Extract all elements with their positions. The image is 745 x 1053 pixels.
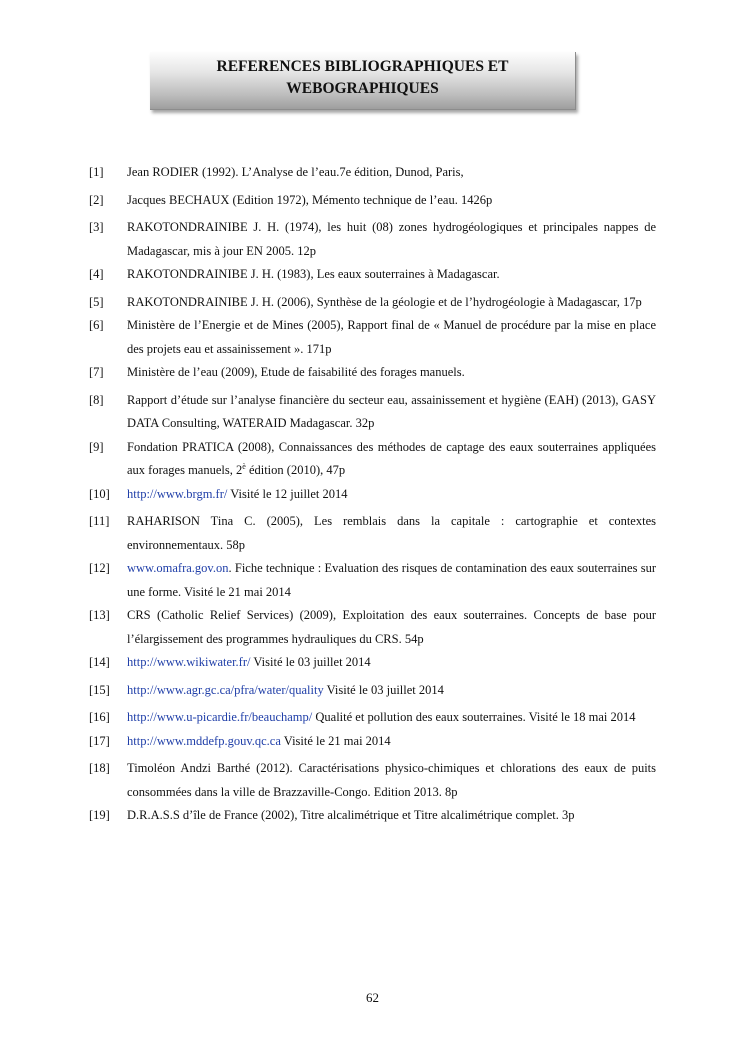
reference-text [127, 557, 656, 604]
reference-item-14 [89, 651, 656, 675]
reference-number: [12] [89, 561, 110, 575]
page-number: 62 [366, 990, 379, 1005]
reference-number: [11] [89, 514, 110, 528]
section-title-box [150, 52, 576, 110]
reference-text: RAKOTONDRAINIBE J. H. (1983), Les eaux souterraines à Madagascar. [127, 267, 500, 281]
reference-item-2 [89, 189, 656, 213]
reference-number: [16] [89, 710, 110, 724]
reference-text [127, 679, 656, 703]
reference-link-note: Visité le 03 juillet 2014 [323, 682, 444, 697]
reference-link-note: Visité le 21 mai 2014 [280, 733, 391, 748]
reference-item-9 [89, 436, 656, 483]
reference-item-18 [89, 757, 656, 804]
reference-text: CRS (Catholic Relief Services) (2009), Exploitation des eaux souterraines. Concepts de base pour l’élargissement des programmes hydrauliques du CRS. 54p [127, 608, 656, 646]
reference-link[interactable]: http://www.wikiwater.fr/ [127, 655, 251, 669]
reference-text: Timoléon Andzi Barthé (2012). Caractérisations physico-chimiques et chlorations des eaux de puits consommées dans la ville de Brazzaville-Congo. Edition 2013. 8p [127, 761, 656, 799]
section-title-line-2: WEBOGRAPHIQUES [286, 80, 439, 97]
reference-link-note: . Fiche technique : Evaluation des risques de contamination des eaux souterraines sur une forme. Visité le 21 mai 2014 [127, 561, 656, 599]
reference-item-17 [89, 730, 656, 754]
reference-text: Jacques BECHAUX (Edition 1972), Mémento technique de l’eau. 1426p [127, 192, 493, 207]
reference-list [89, 161, 656, 832]
reference-text-part-a: Fondation PRATICA (2008), Connaissances des méthodes de captage des eaux souterraines appliquées aux forages manuels, 2 [127, 439, 656, 477]
reference-number: [10] [89, 486, 110, 501]
reference-item-12 [89, 557, 656, 604]
reference-number: [1] [89, 165, 104, 179]
reference-text: Ministère de l’Energie et de Mines (2005), Rapport final de « Manuel de procédure par la mise en place des projets eau et assainissement ». 171p [127, 318, 656, 356]
reference-text: Ministère de l’eau (2009), Etude de faisabilité des forages manuels. [127, 365, 465, 379]
reference-item-19 [89, 804, 656, 828]
reference-item-4 [89, 263, 656, 287]
reference-item-10 [89, 483, 656, 507]
reference-item-1 [89, 161, 656, 185]
reference-link-note: Visité le 03 juillet 2014 [250, 655, 371, 669]
reference-text [127, 706, 656, 730]
reference-number: [3] [89, 220, 104, 234]
reference-link[interactable]: http://www.agr.gc.ca/pfra/water/quality [127, 682, 324, 697]
reference-text [127, 483, 656, 507]
reference-number: [4] [89, 267, 104, 281]
reference-link[interactable]: www.omafra.gov.on [127, 561, 229, 575]
reference-text-part-b: édition (2010), 47p [245, 463, 346, 477]
reference-number: [9] [89, 439, 104, 454]
reference-item-6 [89, 314, 656, 361]
reference-text: Jean RODIER (1992). L’Analyse de l’eau.7e édition, Dunod, Paris, [127, 165, 464, 179]
reference-item-7 [89, 361, 656, 385]
reference-item-8 [89, 389, 656, 436]
reference-number: [17] [89, 733, 110, 748]
reference-item-15 [89, 679, 656, 703]
reference-number: [8] [89, 392, 104, 407]
reference-number: [7] [89, 365, 104, 379]
reference-number: [19] [89, 808, 110, 822]
reference-item-3 [89, 216, 656, 263]
reference-number: [15] [89, 682, 110, 697]
reference-item-5 [89, 291, 656, 315]
reference-link-note: Visité le 12 juillet 2014 [227, 486, 348, 501]
section-title-line-1: REFERENCES BIBLIOGRAPHIQUES ET [216, 58, 509, 75]
reference-number: [5] [89, 294, 104, 309]
reference-link-note: Qualité et pollution des eaux souterraines. Visité le 18 mai 2014 [312, 710, 636, 724]
reference-text [127, 730, 656, 754]
reference-item-13 [89, 604, 656, 651]
reference-text [127, 651, 656, 675]
reference-link[interactable]: http://www.brgm.fr/ [127, 486, 228, 501]
reference-link[interactable]: http://www.u-picardie.fr/beauchamp/ [127, 710, 313, 724]
reference-number: [2] [89, 192, 104, 207]
reference-text: Rapport d’étude sur l’analyse financière du secteur eau, assainissement et hygiène (EAH) (2013), GASY DATA Consulting, WATERAID Madagascar. 32p [127, 392, 656, 430]
reference-text: RAHARISON Tina C. (2005), Les remblais dans la capitale : cartographie et contextes environnementaux. 58p [127, 514, 656, 552]
reference-item-11 [89, 510, 656, 557]
reference-number: [18] [89, 761, 110, 775]
reference-number: [13] [89, 608, 110, 622]
reference-text: RAKOTONDRAINIBE J. H. (1974), les huit (08) zones hydrogéologiques et principales nappes de Madagascar, mis à jour EN 2005. 12p [127, 220, 656, 258]
reference-text: D.R.A.S.S d’île de France (2002), Titre alcalimétrique et Titre alcalimétrique complet. 3p [127, 808, 575, 822]
reference-link[interactable]: http://www.mddefp.gouv.qc.ca [127, 733, 281, 748]
reference-number: [14] [89, 655, 110, 669]
reference-number: [6] [89, 318, 104, 332]
reference-text [127, 436, 656, 483]
edition-superscript: è [242, 461, 246, 471]
reference-item-16 [89, 706, 656, 730]
reference-text: RAKOTONDRAINIBE J. H. (2006), Synthèse de la géologie et de l’hydrogéologie à Madagascar, 17p [127, 294, 642, 309]
